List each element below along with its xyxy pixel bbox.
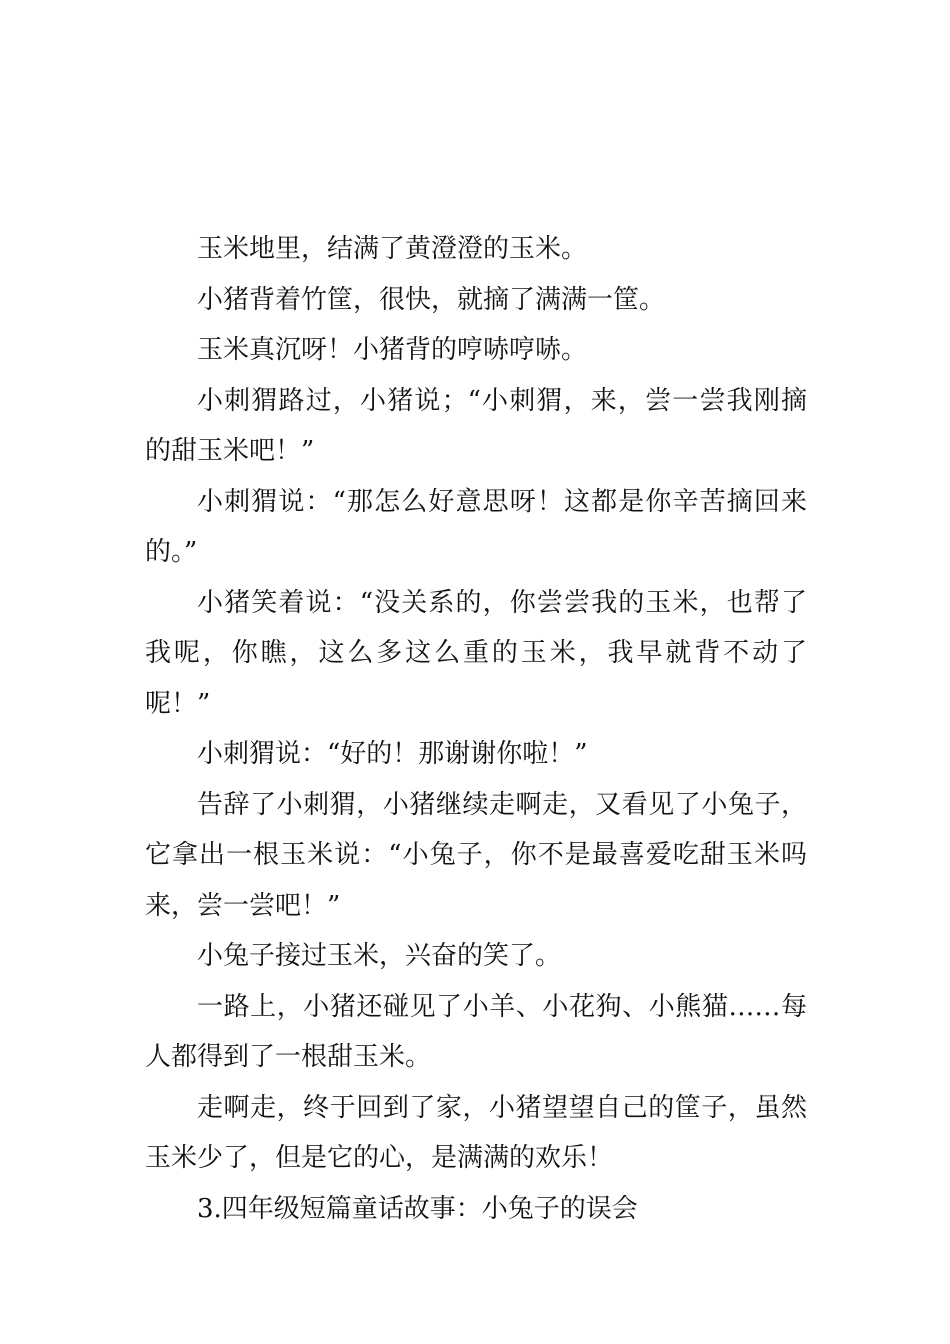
paragraph: 小猪背着竹筐，很快，就摘了满满一筐。 bbox=[197, 284, 666, 315]
paragraph: 玉米真沉呀！小猪背的哼哧哼哧。 bbox=[197, 335, 588, 365]
section-heading: 3.四年级短篇童话故事：小兔子的误会 bbox=[197, 1193, 638, 1224]
paragraph: 一路上，小猪还碰见了小羊、小花狗、小熊猫……每人都得到了一根甜玉米。 bbox=[145, 991, 807, 1072]
document-body bbox=[145, 224, 807, 1234]
paragraph: 小刺猬路过，小猪说；“小刺猬，来，尝一尝我刚摘的甜玉米吧！” bbox=[145, 385, 807, 466]
paragraph: 小刺猬说：“那怎么好意思呀！这都是你辛苦摘回来的。” bbox=[145, 486, 807, 567]
paragraph: 玉米地里，结满了黄澄澄的玉米。 bbox=[197, 234, 588, 264]
paragraph: 小刺猬说：“好的！那谢谢你啦！” bbox=[197, 739, 588, 769]
paragraph: 走啊走，终于回到了家，小猪望望自己的筐子，虽然玉米少了，但是它的心，是满满的欢乐！ bbox=[145, 1092, 807, 1173]
paragraph: 小兔子接过玉米，兴奋的笑了。 bbox=[197, 941, 562, 971]
paragraph: 告辞了小刺猬，小猪继续走啊走，又看见了小兔子，它拿出一根玉米说：“小兔子，你不是最喜爱吃甜玉米吗来，尝一尝吧！” bbox=[145, 789, 807, 921]
paragraph: 小猪笑着说：“没关系的，你尝尝我的玉米，也帮了我呢，你瞧，这么多这么重的玉米，我早就背不动了呢！” bbox=[145, 587, 807, 719]
